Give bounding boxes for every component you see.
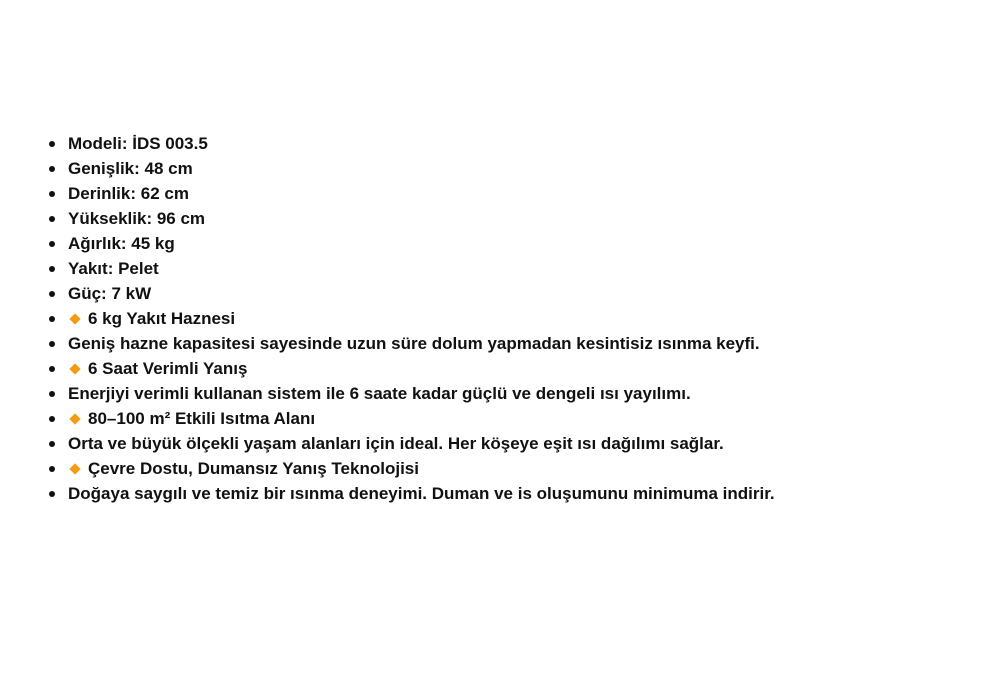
spec-item — [45, 181, 975, 206]
spec-item — [45, 131, 975, 156]
spec-text: Genişlik: 48 cm — [68, 159, 193, 178]
spec-text: 6 Saat Verimli Yanış — [88, 359, 248, 378]
bullet-dot-icon — [49, 316, 55, 322]
bullet-dot-icon — [49, 241, 55, 247]
bullet-dot-icon — [49, 216, 55, 222]
spec-text: 6 kg Yakıt Haznesi — [88, 309, 236, 328]
bullet-dot-icon — [49, 166, 55, 172]
bullet-dot-icon — [49, 191, 55, 197]
orange-diamond-icon — [69, 463, 80, 474]
spec-text: Ağırlık: 45 kg — [68, 234, 175, 253]
spec-item — [45, 331, 975, 356]
spec-text: Çevre Dostu, Dumansız Yanış Teknolojisi — [88, 459, 419, 478]
bullet-dot-icon — [49, 266, 55, 272]
spec-text: Güç: 7 kW — [68, 284, 152, 303]
bullet-dot-icon — [49, 491, 55, 497]
orange-diamond-icon — [69, 313, 80, 324]
bullet-dot-icon — [49, 391, 55, 397]
spec-text: Derinlik: 62 cm — [68, 184, 189, 203]
spec-item — [45, 481, 975, 506]
spec-item — [45, 256, 975, 281]
spec-text: Yükseklik: 96 cm — [68, 209, 206, 228]
bullet-dot-icon — [49, 416, 55, 422]
spec-item — [45, 381, 975, 406]
spec-text: Modeli: İDS 003.5 — [68, 134, 208, 153]
spec-highlight-item — [45, 356, 975, 381]
bullet-dot-icon — [49, 466, 55, 472]
spec-text: Orta ve büyük ölçekli yaşam alanları için ideal. Her köşeye eşit ısı dağılımı sağlar. — [68, 434, 724, 453]
bullet-dot-icon — [49, 441, 55, 447]
bullet-dot-icon — [49, 141, 55, 147]
spec-highlight-item — [45, 406, 975, 431]
orange-diamond-icon — [69, 413, 80, 424]
spec-text: Geniş hazne kapasitesi sayesinde uzun süre dolum yapmadan kesintisiz ısınma keyfi. — [68, 334, 760, 353]
spec-text: Yakıt: Pelet — [68, 259, 159, 278]
spec-text: Enerjiyi verimli kullanan sistem ile 6 saate kadar güçlü ve dengeli ısı yayılımı. — [68, 384, 691, 403]
spec-item — [45, 281, 975, 306]
orange-diamond-icon — [69, 363, 80, 374]
spec-highlight-item — [45, 306, 975, 331]
spec-text: Doğaya saygılı ve temiz bir ısınma deneyimi. Duman ve is oluşumunu minimuma indirir. — [68, 484, 775, 503]
spec-item — [45, 431, 975, 456]
spec-text: 80–100 m² Etkili Isıtma Alanı — [88, 409, 316, 428]
product-spec-list — [45, 131, 975, 506]
bullet-dot-icon — [49, 291, 55, 297]
spec-item — [45, 231, 975, 256]
spec-highlight-item — [45, 456, 975, 481]
spec-item — [45, 156, 975, 181]
bullet-dot-icon — [49, 366, 55, 372]
spec-item — [45, 206, 975, 231]
bullet-dot-icon — [49, 341, 55, 347]
